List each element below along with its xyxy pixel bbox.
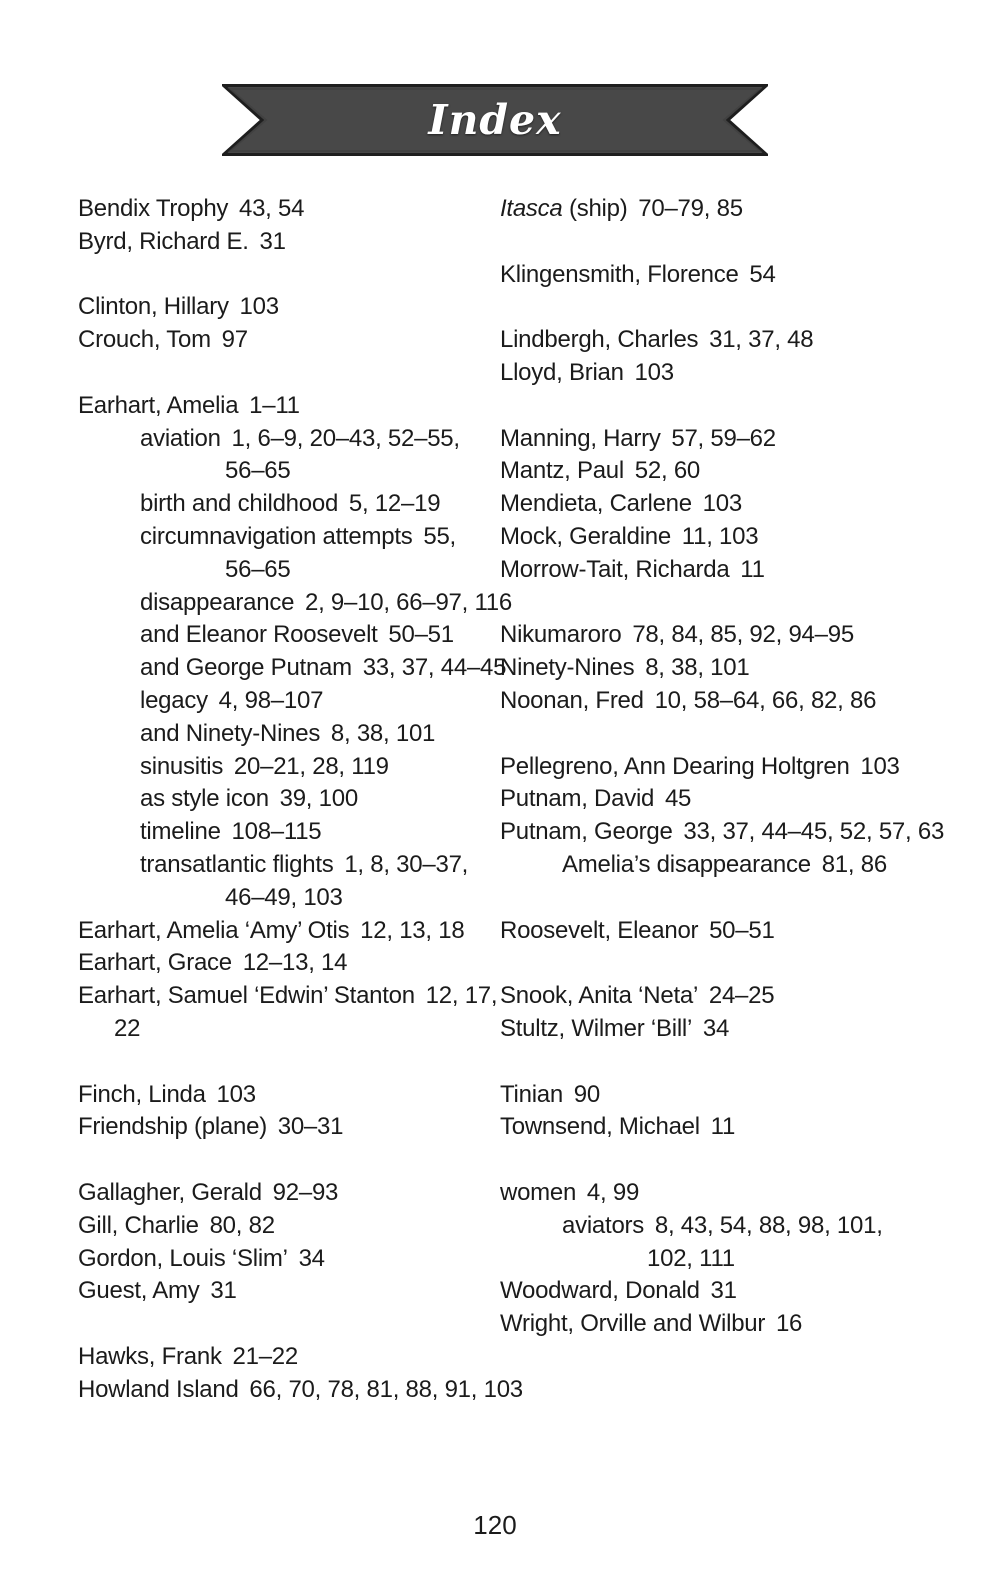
index-pages: 33, 37, 44–45 [362,654,507,682]
index-entry [500,751,970,784]
index-term: Earhart, Grace [78,949,232,977]
index-pages: 103 [216,1080,256,1108]
index-entry [78,915,518,948]
index-entry [78,652,518,685]
index-entry [78,423,518,456]
index-entry [78,324,518,357]
index-pages: 78, 84, 85, 92, 94–95 [632,621,854,649]
index-pages: 30–31 [277,1113,344,1141]
blank-line [500,882,970,915]
index-pages: 50–51 [709,916,775,944]
index-entry [500,619,970,652]
index-pages: 52, 60 [634,457,701,485]
blank-line [78,357,518,390]
index-term: Friendship (plane) [78,1113,267,1141]
index-term: aviators [562,1211,645,1239]
index-term: Gill, Charlie [78,1211,199,1239]
index-pages: 34 [702,1014,730,1042]
index-term: Morrow-Tait, Richarda [500,555,730,583]
index-term: circumnavigation attempts [140,522,413,550]
index-pages: 66, 70, 78, 81, 88, 91, 103 [249,1375,523,1403]
index-term: Earhart, Amelia [78,391,239,419]
index-entry [78,1210,518,1243]
index-entry [78,488,518,521]
index-term: Gallagher, Gerald [78,1178,262,1206]
index-term: Stultz, Wilmer ‘Bill’ [500,1014,693,1042]
index-term: aviation [140,424,221,452]
index-entry [78,980,518,1013]
index-term: Pellegreno, Ann Dearing Holtgren [500,752,850,780]
index-entry [78,291,518,324]
index-entry [500,193,970,226]
index-pages: 103 [860,752,900,780]
index-term: legacy [140,686,208,714]
index-entry [78,619,518,652]
index-pages: 2, 9–10, 66–97, 116 [305,588,512,616]
index-entry [78,1275,518,1308]
index-entry [500,1243,970,1276]
index-term: Guest, Amy [78,1277,200,1305]
index-term: Lindbergh, Charles [500,326,699,354]
index-term: Byrd, Richard E. [78,227,249,255]
index-entry [500,554,970,587]
index-term: transatlantic flights [140,850,334,878]
index-pages: 31 [259,227,286,255]
index-pages: 12, 17, [425,982,498,1010]
index-term: sinusitis [140,752,224,780]
index-pages: 8, 38, 101 [330,719,436,747]
index-term: Putnam, George [500,818,673,846]
index-entry [78,587,518,620]
index-pages: 92–93 [272,1178,339,1206]
index-term: Clinton, Hillary [78,293,229,321]
index-pages: 8, 38, 101 [645,654,750,682]
index-pages: 22 [114,1014,141,1042]
index-entry [500,652,970,685]
index-entry [500,1111,970,1144]
index-term: Earhart, Amelia ‘Amy’ Otis [78,916,350,944]
index-pages: 57, 59–62 [671,424,776,452]
blank-line [500,947,970,980]
index-entry [78,1177,518,1210]
index-entry [78,193,518,226]
index-title: Index [428,96,562,144]
index-entry [78,685,518,718]
index-entry [78,554,518,587]
index-pages: 8, 43, 54, 88, 98, 101, [654,1211,883,1239]
index-pages: 54 [749,260,776,288]
index-entry [78,947,518,980]
index-entry [78,521,518,554]
index-pages: 11 [740,555,765,583]
index-pages: 4, 99 [586,1178,640,1206]
index-pages: 1, 8, 30–37, [344,850,469,878]
index-term: (ship) [562,195,628,222]
index-pages: 80, 82 [209,1211,275,1239]
index-pages: 33, 37, 44–45, 52, 57, 63 [683,818,945,846]
index-term: Klingensmith, Florence [500,260,739,288]
index-entry [78,1079,518,1112]
index-entry [78,1243,518,1276]
index-entry [78,1013,518,1046]
index-entry [500,488,970,521]
index-term: and Eleanor Roosevelt [140,621,378,649]
blank-line [500,291,970,324]
index-pages: 12–13, 14 [242,949,348,977]
index-term: Crouch, Tom [78,326,211,354]
index-term: Snook, Anita ‘Neta’ [500,982,699,1010]
index-term: Mantz, Paul [500,457,624,485]
index-entry [500,1275,970,1308]
index-pages: 34 [298,1244,325,1272]
index-entry [500,455,970,488]
index-term: as style icon [140,785,269,813]
index-term: Mock, Geraldine [500,522,671,550]
index-term: Roosevelt, Eleanor [500,916,699,944]
index-pages: 102, 111 [647,1244,735,1272]
index-entry [500,1210,970,1243]
index-entry [500,423,970,456]
index-term: Hawks, Frank [78,1342,222,1370]
index-pages: 50–51 [388,621,454,649]
index-entry [500,915,970,948]
index-entry [500,1308,970,1341]
index-pages: 5, 12–19 [348,490,441,518]
index-pages: 97 [221,326,248,354]
index-term: Townsend, Michael [500,1113,700,1141]
index-pages: 21–22 [232,1342,298,1370]
blank-line [500,718,970,751]
index-pages: 16 [775,1310,803,1338]
index-pages: 43, 54 [238,195,305,222]
index-entry [500,259,970,292]
index-term: birth and childhood [140,490,339,518]
blank-line [78,1144,518,1177]
blank-line [78,1308,518,1341]
index-term: Mendieta, Carlene [500,490,692,518]
blank-line [500,587,970,620]
index-entry [78,751,518,784]
index-banner [222,84,768,156]
index-pages: 31, 37, 48 [709,326,814,354]
index-pages: 1–11 [249,391,300,419]
index-term: Nikumaroro [500,621,622,649]
index-pages: 39, 100 [279,785,358,813]
index-entry [500,685,970,718]
index-term: Ninety-Nines [500,654,635,682]
index-pages: 90 [573,1080,600,1108]
index-pages: 24–25 [708,982,775,1010]
index-entry [500,1013,970,1046]
index-pages: 108–115 [231,818,322,846]
index-entry [78,390,518,423]
index-column-right [500,193,970,1341]
index-pages: 31 [710,1277,737,1305]
index-term: Lloyd, Brian [500,358,624,386]
index-pages: 55, [423,522,456,550]
index-term: disappearance [140,588,295,616]
index-entry [78,816,518,849]
index-pages: 103 [634,358,674,386]
index-pages: 81, 86 [821,850,887,878]
index-term: Woodward, Donald [500,1277,700,1305]
index-entry [78,1374,523,1407]
index-term: Amelia’s disappearance [562,850,811,878]
index-entry [78,849,518,882]
index-pages: 56–65 [225,457,291,485]
index-entry [500,521,970,554]
index-entry [500,783,970,816]
index-entry [78,1341,518,1374]
index-entry [500,1079,970,1112]
index-term: Finch, Linda [78,1080,206,1108]
index-term: women [500,1178,577,1206]
index-pages: 103 [239,293,279,321]
index-pages: 31 [210,1277,237,1305]
index-term: and George Putnam [140,654,352,682]
index-pages: 46–49, 103 [225,883,343,911]
index-term-italic: Itasca [500,195,563,222]
index-term: Howland Island [78,1375,239,1403]
blank-line [500,226,970,259]
index-entry [500,1177,970,1210]
index-term: Earhart, Samuel ‘Edwin’ Stanton [78,982,415,1010]
index-entry [78,1111,518,1144]
index-entry [500,357,970,390]
index-term: and Ninety-Nines [140,719,321,747]
blank-line [500,1144,970,1177]
index-entry [500,980,970,1013]
index-pages: 103 [702,490,742,518]
index-pages: 70–79, 85 [638,195,743,222]
index-term: Noonan, Fred [500,686,644,714]
index-pages: 20–21, 28, 119 [233,752,389,780]
index-pages: 4, 98–107 [218,686,324,714]
index-entry [78,882,518,915]
index-entry [500,816,970,849]
page-number: 120 [473,1510,517,1540]
blank-line [78,1046,518,1079]
index-entry [500,849,970,882]
index-pages: 11 [710,1113,736,1141]
blank-line [78,259,518,292]
blank-line [500,390,970,423]
index-pages: 10, 58–64, 66, 82, 86 [654,686,877,714]
index-pages: 45 [664,785,692,813]
index-term: Manning, Harry [500,424,661,452]
index-pages: 12, 13, 18 [360,916,465,944]
index-entry [78,455,518,488]
index-entry [78,226,518,259]
blank-line [500,1046,970,1079]
index-term: timeline [140,818,221,846]
index-pages: 11, 103 [681,522,759,550]
index-column-left [78,193,523,1406]
index-entry [78,718,518,751]
index-pages: 1, 6–9, 20–43, 52–55, [231,424,460,452]
index-term: Tinian [500,1080,563,1108]
index-term: Gordon, Louis ‘Slim’ [78,1244,288,1272]
index-term: Wright, Orville and Wilbur [500,1310,766,1338]
index-entry [500,324,970,357]
index-term: Bendix Trophy [78,195,229,222]
index-pages: 56–65 [225,555,291,583]
index-entry [78,783,518,816]
index-term: Putnam, David [500,785,655,813]
